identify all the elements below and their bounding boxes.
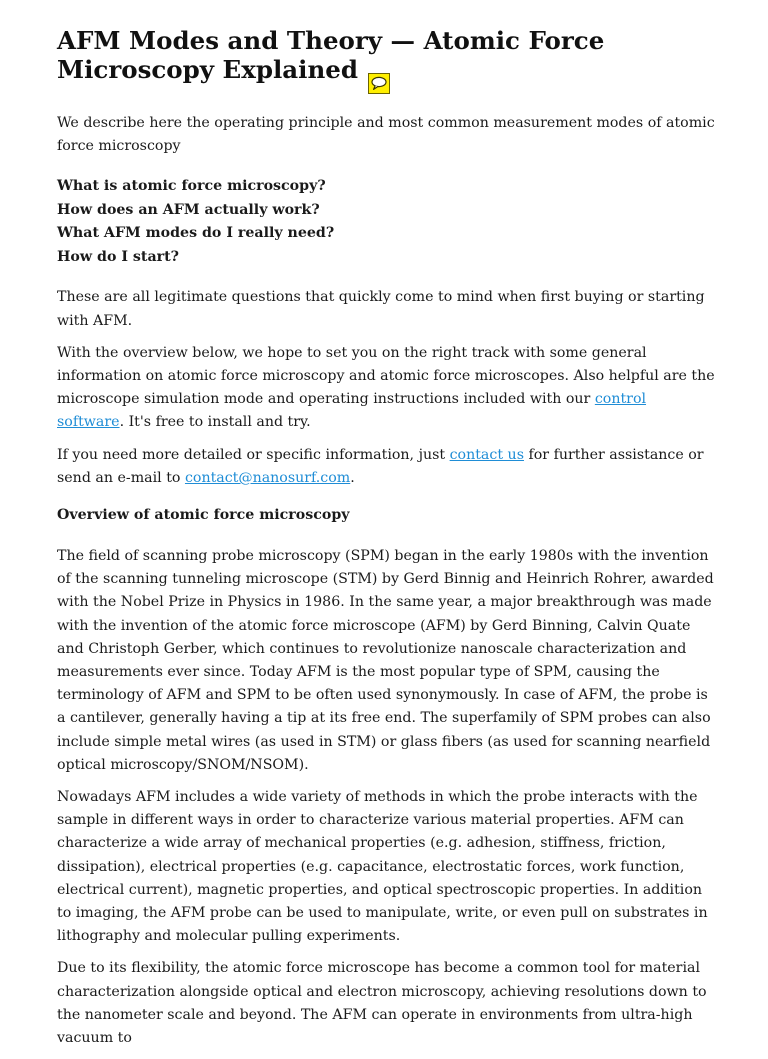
question-item: What is atomic force microscopy? <box>57 178 326 195</box>
overview-text-end: . It's free to install and try. <box>119 414 311 431</box>
question-item: How does an AFM actually work? <box>57 201 320 218</box>
question-item: How do I start? <box>57 248 179 265</box>
document-page <box>57 26 717 1059</box>
contact-text-end: . <box>350 469 355 486</box>
intro-paragraph: We describe here the operating principle and most common measurement modes of atomic force microscopy <box>57 115 715 155</box>
question-item: What AFM modes do I really need? <box>57 225 335 242</box>
question-list <box>57 175 717 269</box>
overview-heading: Overview of atomic force microscopy <box>57 507 350 524</box>
page-title-line-1: AFM Modes and Theory — Atomic Force <box>57 26 605 55</box>
spm-paragraph: The field of scanning probe microscopy (SPM) began in the early 1980s with the invention of the scanning tunneling microscope (STM) by Gerd Binnig and Heinrich Rohrer, awarded with the Nobel Prize in Physics in 1986. In the same year, a major breakthrough was made with the invention of the atomic force microscope (AFM) by Gerd Binning, Calvin Quate and Christoph Gerber, which continues to revolutionize nanoscale characterization and measurements ever since. Today AFM is the most popular type of SPM, causing the terminology of AFM and SPM to be often used synonymously. In case of AFM, the probe is a cantilever, generally having a tip at its free end. The superfamily of SPM probes can also include simple metal wires (as used in STM) or glass fibers (as used for scanning nearfield optical microscopy/SNOM/NSOM). <box>57 548 714 773</box>
contact-email-link[interactable]: contact@nanosurf.com <box>184 469 351 486</box>
flexibility-paragraph: Due to its flexibility, the atomic force microscope has become a common tool for material characterization alongside optical and electron microscopy, achieving resolutions down to the nanometer scale and beyond. The AFM can operate in environments from ultra-high vacuum to <box>57 960 707 1047</box>
control-software-link[interactable]: control software <box>57 391 647 431</box>
page-title <box>57 26 717 84</box>
questions-paragraph: These are all legitimate questions that quickly come to mind when first buying or starting with AFM. <box>57 289 705 329</box>
overview-paragraph <box>57 342 717 435</box>
contact-paragraph <box>57 444 717 490</box>
page-title-line-2: Microscopy Explained <box>57 55 358 84</box>
speech-bubble-icon[interactable] <box>368 73 390 94</box>
contact-us-link[interactable]: contact us <box>449 446 524 463</box>
contact-text: If you need more detailed or specific information, just <box>57 446 450 463</box>
nowadays-paragraph: Nowadays AFM includes a wide variety of methods in which the probe interacts with the sample in different ways in order to characterize various material properties. AFM can characterize a wide array of mechanical properties (e.g. adhesion, stiffness, friction, dissipation), electrical properties (e.g. capacitance, electrostatic forces, work function, electrical current), magnetic properties, and optical spectroscopic properties. In addition to imaging, the AFM probe can be used to manipulate, write, or even pull on substrates in lithography and molecular pulling experiments. <box>57 789 708 945</box>
overview-text: With the overview below, we hope to set you on the right track with some general information on atomic force microscopy and atomic force microscopes. Also helpful are the microscope simulation mode and operating instructions included with our <box>57 344 715 408</box>
contact-text-mid: for further assistance or send an e-mail to <box>57 446 704 486</box>
